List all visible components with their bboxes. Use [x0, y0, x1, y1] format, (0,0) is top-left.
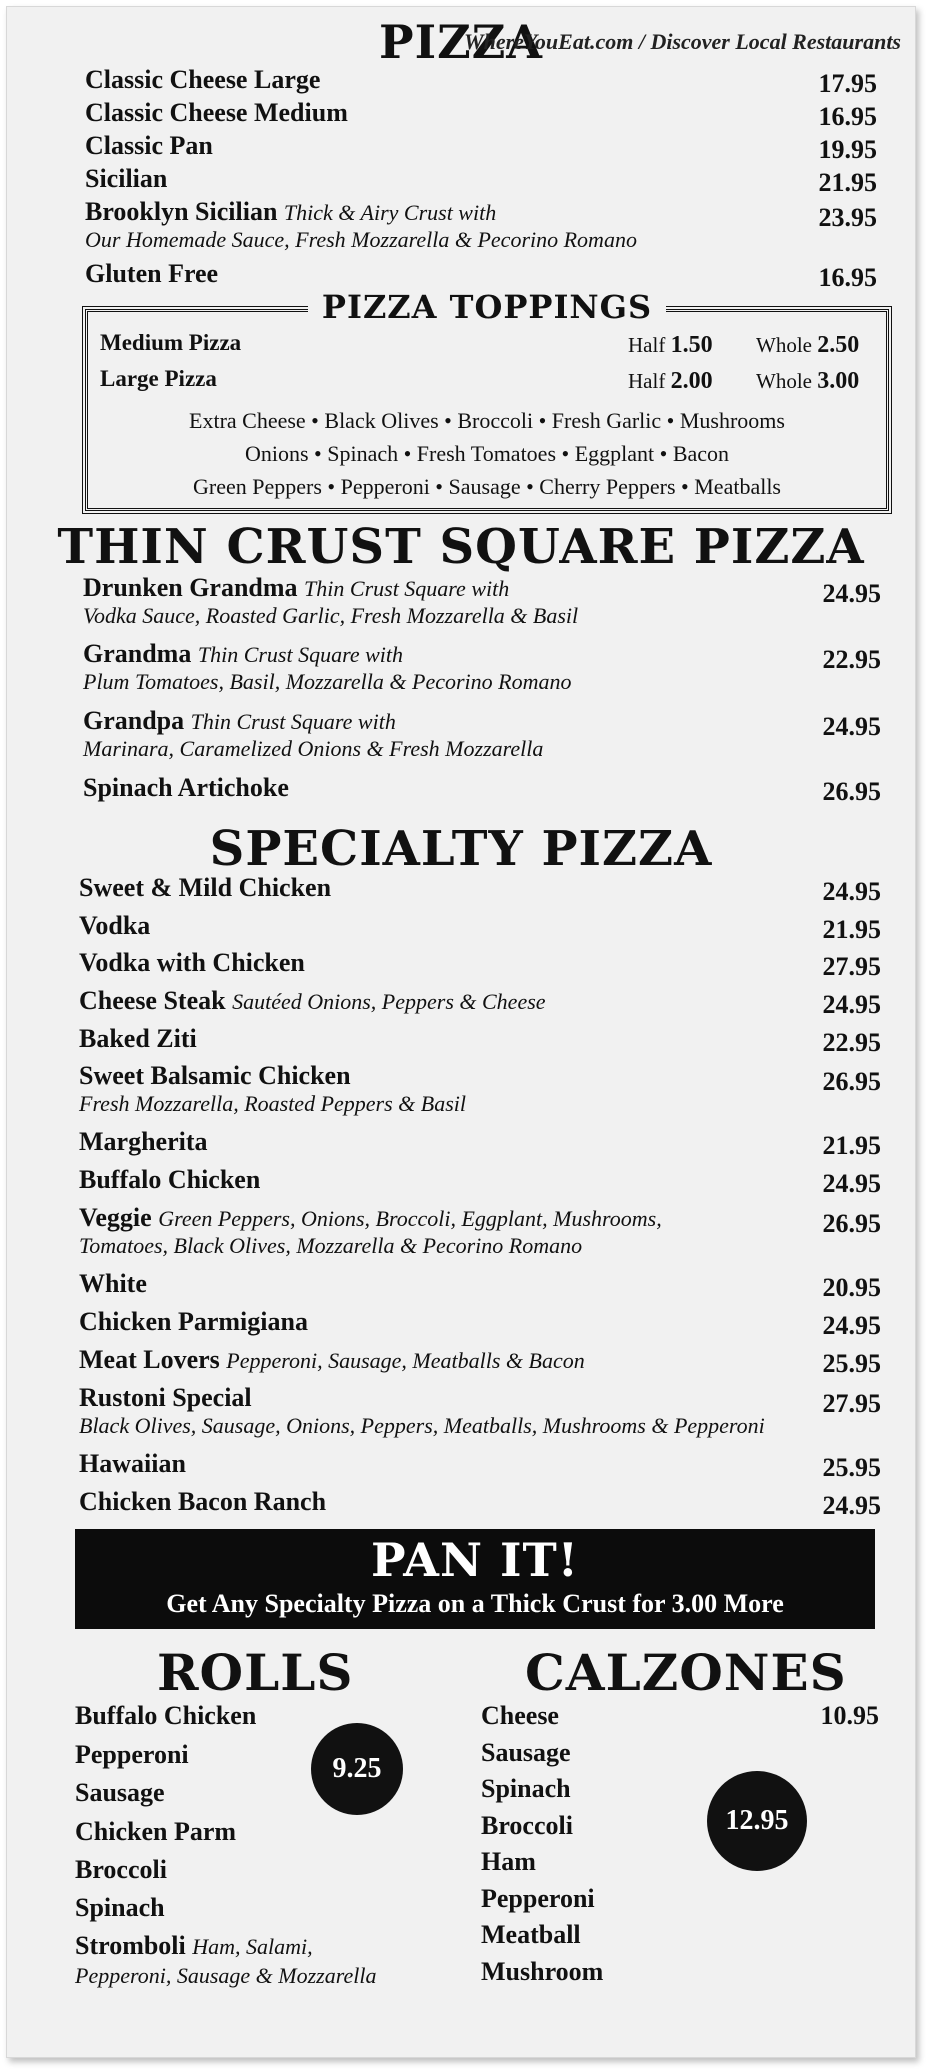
menu-item-name: Spinach Artichoke	[83, 773, 289, 802]
menu-item-description: Pepperoni, Sausage, Meatballs & Bacon	[226, 1348, 585, 1373]
menu-item-description: Green Peppers, Onions, Broccoli, Eggplant, Mushrooms,	[158, 1206, 662, 1231]
menu-item-description: Thin Crust Square with	[190, 709, 396, 734]
menu-item-name: Cheese	[481, 1701, 559, 1730]
menu-item-name: Grandpa Thin Crust Square with	[83, 706, 396, 735]
menu-item-name: Brooklyn Sicilian Thick & Airy Crust with	[85, 197, 497, 226]
pan-it-banner	[75, 1529, 875, 1629]
menu-item-name: Spinach	[75, 1893, 165, 1922]
specialty-section-title: SPECIALTY PIZZA	[209, 821, 713, 877]
menu-item-description: Black Olives, Sausage, Onions, Peppers, Meatballs, Mushrooms & Pepperoni	[79, 1413, 765, 1438]
menu-item-price: 25.95	[822, 1349, 881, 1378]
menu-item-price: 21.95	[822, 915, 881, 944]
menu-item-name: Ham	[481, 1847, 536, 1876]
toppings-title	[88, 288, 886, 326]
menu-item-price: 24.95	[822, 712, 881, 741]
menu-item-price: 27.95	[822, 952, 881, 981]
site-watermark: WhereYouEat.com / Discover Local Restaurants	[464, 29, 901, 54]
menu-item-description: Thin Crust Square with	[197, 642, 404, 667]
rolls-price-badge: 9.25	[311, 1723, 403, 1815]
stromboli-item: Stromboli Ham, Salami,	[75, 1931, 313, 1960]
menu-item-name: Spinach	[481, 1774, 571, 1803]
menu-item-description: Fresh Mozzarella, Roasted Peppers & Basil	[79, 1091, 466, 1116]
menu-item-price: 24.95	[822, 877, 881, 906]
menu-item-name: Gluten Free	[85, 259, 219, 288]
menu-item-name: Buffalo Chicken	[75, 1701, 257, 1730]
toppings-title-text: PIZZA TOPPINGS	[308, 288, 666, 326]
menu-item-description: Plum Tomatoes, Basil, Mozzarella & Pecorino Romano	[83, 669, 572, 694]
menu-item-price: 19.95	[818, 135, 877, 164]
menu-item-name: Sicilian	[85, 164, 168, 193]
rolls-section-title: ROLLS	[157, 1643, 354, 1702]
menu-item-price: 25.95	[822, 1453, 881, 1482]
menu-item-name: Classic Cheese Large	[85, 65, 321, 94]
menu-item-name: Meat Lovers Pepperoni, Sausage, Meatballs & Bacon	[79, 1345, 585, 1374]
menu-item-description: Thick & Airy Crust with	[283, 200, 497, 225]
medium-pizza-label: Medium Pizza	[100, 330, 242, 355]
calzones-price-badge: 12.95	[707, 1771, 807, 1871]
menu-item-price: 22.95	[822, 1028, 881, 1057]
menu-item-price: 20.95	[822, 1273, 881, 1302]
menu-item-price: 21.95	[822, 1131, 881, 1160]
menu-item-name: Chicken Parm	[75, 1817, 237, 1846]
menu-item-price: 17.95	[818, 69, 877, 98]
medium-half-price: Half 1.50	[628, 332, 713, 358]
menu-item-price: 24.95	[822, 1491, 881, 1520]
menu-item-name: Vodka	[79, 911, 151, 940]
menu-item-price: 26.95	[822, 1209, 881, 1238]
menu-item-name: Mushroom	[481, 1957, 604, 1986]
menu-item-name: Broccoli	[75, 1855, 167, 1884]
menu-item-price: 21.95	[818, 168, 877, 197]
menu-item-price: 23.95	[818, 203, 877, 232]
menu-item-price: 24.95	[822, 1169, 881, 1198]
menu-item-name: Rustoni Special	[79, 1383, 252, 1412]
pizza-toppings-box	[85, 288, 889, 511]
menu-item-name: Margherita	[79, 1127, 208, 1156]
menu-item-price: 16.95	[818, 263, 877, 292]
medium-whole-price: Whole 2.50	[756, 332, 860, 358]
menu-item-name: Pepperoni	[481, 1884, 595, 1913]
menu-item-description: Thin Crust Square with	[304, 576, 510, 601]
menu-item-description: Marinara, Caramelized Onions & Fresh Mozzarella	[83, 736, 544, 761]
menu-item-name: Sausage	[75, 1778, 165, 1807]
large-whole-price: Whole 3.00	[756, 368, 860, 394]
menu-item-name: Classic Pan	[85, 131, 213, 160]
calzones-section-title: CALZONES	[525, 1643, 847, 1702]
menu-item-name: Broccoli	[481, 1811, 573, 1840]
stromboli-description: Pepperoni, Sausage & Mozzarella	[75, 1963, 377, 1988]
menu-item-price: 16.95	[818, 102, 877, 131]
menu-item-name: White	[79, 1269, 147, 1298]
menu-item-name: Cheese Steak Sautéed Onions, Peppers & Cheese	[79, 986, 546, 1015]
menu-item-description: Our Homemade Sauce, Fresh Mozzarella & Pecorino Romano	[85, 227, 637, 252]
large-half-price: Half 2.00	[628, 368, 713, 394]
menu-item-name: Sausage	[481, 1738, 571, 1767]
menu-item-name: Meatball	[481, 1920, 581, 1949]
menu-item-name: Pepperoni	[75, 1740, 189, 1769]
pan-it-subtitle: Get Any Specialty Pizza on a Thick Crust for 3.00 More	[166, 1589, 784, 1618]
menu-item-name: Drunken Grandma Thin Crust Square with	[83, 573, 510, 602]
menu-item-price: 27.95	[822, 1389, 881, 1418]
menu-item-name: Veggie Green Peppers, Onions, Broccoli, Eggplant, Mushrooms,	[79, 1203, 662, 1232]
toppings-line: Extra Cheese • Black Olives • Broccoli • Fresh Garlic • Mushrooms	[189, 408, 785, 433]
toppings-line: Green Peppers • Pepperoni • Sausage • Cherry Peppers • Meatballs	[193, 474, 781, 499]
menu-item-name: Sweet Balsamic Chicken	[79, 1061, 351, 1090]
large-pizza-label: Large Pizza	[100, 366, 217, 391]
menu-item-name: Chicken Parmigiana	[79, 1307, 308, 1336]
menu-item-price: 24.95	[822, 990, 881, 1019]
menu-item-name: Sweet & Mild Chicken	[79, 873, 332, 902]
menu-item-description: Tomatoes, Black Olives, Mozzarella & Pecorino Romano	[79, 1233, 583, 1258]
menu-item-name: Buffalo Chicken	[79, 1165, 261, 1194]
menu-item-description: Vodka Sauce, Roasted Garlic, Fresh Mozzarella & Basil	[83, 603, 579, 628]
menu-item-name: Vodka with Chicken	[79, 948, 305, 977]
thin-crust-section-title: THIN CRUST SQUARE PIZZA	[57, 519, 865, 575]
menu-item-name: Hawaiian	[79, 1449, 186, 1478]
menu-item-description: Sautéed Onions, Peppers & Cheese	[232, 989, 546, 1014]
menu-item-name: Grandma Thin Crust Square with	[83, 639, 404, 668]
menu-item-name: Baked Ziti	[79, 1024, 197, 1053]
menu-item-price: 26.95	[822, 777, 881, 806]
menu-item-name: Classic Cheese Medium	[85, 98, 348, 127]
toppings-line: Onions • Spinach • Fresh Tomatoes • Eggplant • Bacon	[244, 441, 730, 466]
menu-item-price: 22.95	[822, 645, 881, 674]
menu-page	[6, 6, 916, 2058]
menu-item-name: Chicken Bacon Ranch	[79, 1487, 327, 1516]
menu-item-price: 24.95	[822, 579, 881, 608]
pan-it-title: PAN IT!	[371, 1533, 579, 1587]
menu-item-price: 24.95	[822, 1311, 881, 1340]
menu-item-price: 26.95	[822, 1067, 881, 1096]
calzone-cheese-price: 10.95	[820, 1701, 879, 1730]
pizza-section-title: PIZZA	[379, 15, 543, 69]
